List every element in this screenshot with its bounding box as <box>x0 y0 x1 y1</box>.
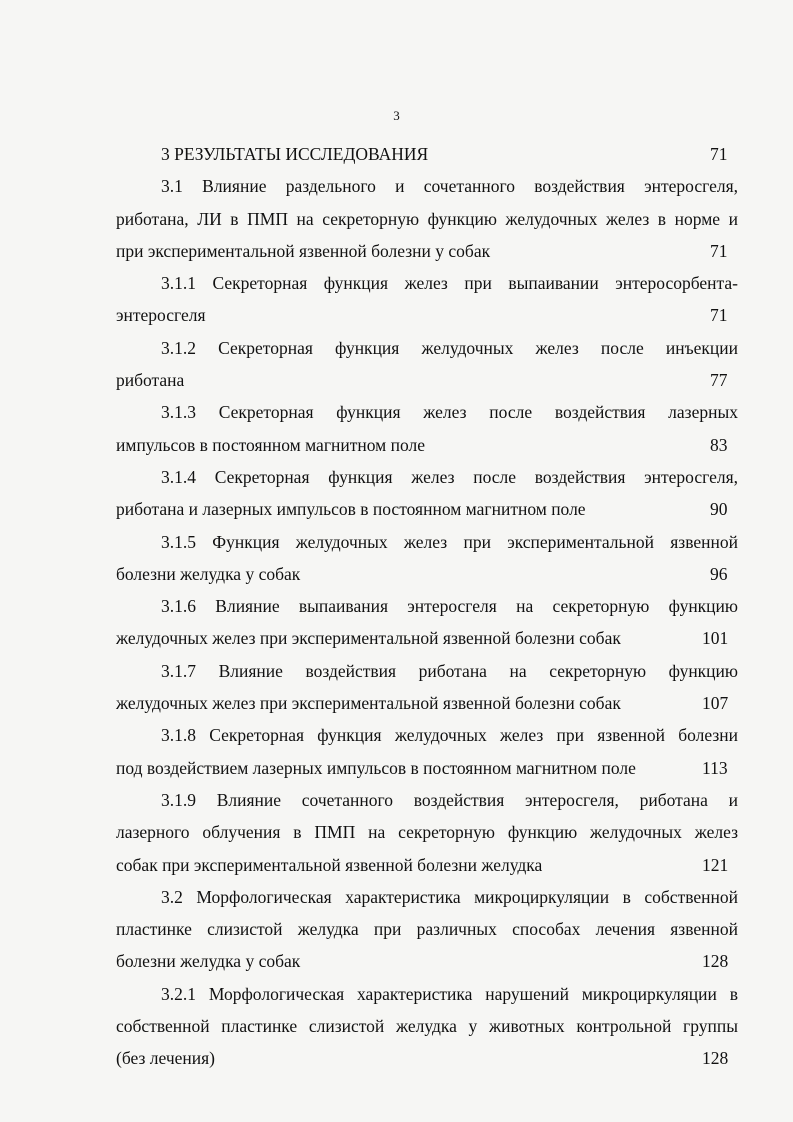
toc-entry-text: 3.1.1 Секреторная функция желез при выпаивании энтеросорбента- <box>161 273 738 294</box>
toc-line <box>116 299 738 331</box>
toc-line <box>116 461 738 493</box>
toc-line <box>116 267 738 299</box>
toc-line <box>116 719 738 751</box>
toc-entry-text: 3.1.3 Секреторная функция желез после воздействия лазерных <box>161 402 738 423</box>
toc-page-number: 101 <box>702 628 729 649</box>
page-number: 3 <box>393 108 400 123</box>
toc-line <box>116 1042 738 1074</box>
toc-entry-text: собственной пластинке слизистой желудка у животных контрольной группы <box>116 1016 738 1037</box>
toc-entry-text: собак при экспериментальной язвенной болезни желудка <box>116 854 543 875</box>
toc-line <box>116 558 738 590</box>
toc-entry-text: пластинке слизистой желудка при различных способах лечения язвенной <box>116 919 738 940</box>
toc-line <box>116 138 738 170</box>
toc-entry-text: болезни желудка у собак <box>116 563 301 584</box>
toc-entry-text: при экспериментальной язвенной болезни у собак <box>116 240 491 261</box>
toc-line <box>116 332 738 364</box>
toc-entry-text: 3.1.4 Секреторная функция желез после воздействия энтеросгеля, <box>161 466 738 487</box>
toc-page-number: 83 <box>710 434 728 455</box>
toc-entry-text: желудочных желез при экспериментальной язвенной болезни собак <box>116 628 621 649</box>
toc-page-number: 71 <box>710 144 728 164</box>
toc-line <box>116 913 738 945</box>
toc-line <box>116 203 738 235</box>
toc-line <box>116 945 738 977</box>
toc-line <box>116 655 738 687</box>
toc-entry-text: 3.1.5 Функция желудочных желез при экспериментальной язвенной <box>161 531 738 552</box>
toc-page-number: 113 <box>702 757 728 778</box>
table-of-contents <box>116 138 738 1075</box>
toc-entry-text: риботана и лазерных импульсов в постоянном магнитном поле <box>116 499 586 520</box>
toc-entry-text: 3.2 Морфологическая характеристика микроциркуляции в собственной <box>161 886 738 907</box>
toc-line <box>116 784 738 816</box>
toc-line <box>116 687 738 719</box>
toc-page-number: 128 <box>702 951 729 972</box>
toc-entry-text: под воздействием лазерных импульсов в постоянном магнитном поле <box>116 757 636 778</box>
toc-entry-text: 3.1.2 Секреторная функция желудочных желез после инъекции <box>161 337 738 358</box>
toc-entry-text: лазерного облучения в ПМП на секреторную функцию желудочных желез <box>116 822 738 843</box>
toc-line <box>116 978 738 1010</box>
toc-entry-text: желудочных желез при экспериментальной язвенной болезни собак <box>116 693 621 714</box>
toc-page-number: 77 <box>710 370 728 391</box>
toc-page-number: 107 <box>702 693 729 714</box>
toc-entry-text: 3.1.8 Секреторная функция желудочных желез при язвенной болезни <box>161 725 738 746</box>
toc-line <box>116 1010 738 1042</box>
toc-line <box>116 752 738 784</box>
toc-entry-text: импульсов в постоянном магнитном поле <box>116 434 425 455</box>
toc-page-number: 71 <box>710 240 728 261</box>
toc-entry-text: 3 РЕЗУЛЬТАТЫ ИССЛЕДОВАНИЯ <box>161 144 429 164</box>
toc-page-number: 128 <box>702 1048 729 1069</box>
toc-entry-text: энтеросгеля <box>116 305 206 326</box>
toc-page-number: 121 <box>702 854 729 875</box>
toc-line <box>116 881 738 913</box>
toc-entry-text: 3.1.6 Влияние выпаивания энтеросгеля на секреторную функцию <box>161 596 738 617</box>
toc-line <box>116 849 738 881</box>
toc-line <box>116 622 738 654</box>
toc-page-number: 90 <box>710 499 728 520</box>
toc-entry-text: 3.1 Влияние раздельного и сочетанного воздействия энтеросгеля, <box>161 176 738 197</box>
toc-line <box>116 235 738 267</box>
toc-entry-text: риботана <box>116 370 185 391</box>
toc-line <box>116 526 738 558</box>
toc-page-number: 71 <box>710 305 728 326</box>
toc-entry-text: 3.1.9 Влияние сочетанного воздействия энтеросгеля, риботана и <box>161 789 738 810</box>
toc-page-number: 96 <box>710 563 728 584</box>
toc-line <box>116 396 738 428</box>
toc-line <box>116 590 738 622</box>
toc-line <box>116 364 738 396</box>
toc-entry-text: 3.2.1 Морфологическая характеристика нарушений микроциркуляции в <box>161 983 738 1004</box>
toc-line <box>116 170 738 202</box>
toc-line <box>116 816 738 848</box>
toc-entry-text: (без лечения) <box>116 1048 216 1069</box>
toc-line <box>116 429 738 461</box>
toc-entry-text: 3.1.7 Влияние воздействия риботана на секреторную функцию <box>161 660 738 681</box>
toc-entry-text: риботана, ЛИ в ПМП на секреторную функцию желудочных желез в норме и <box>116 208 738 229</box>
toc-entry-text: болезни желудка у собак <box>116 951 301 972</box>
toc-line <box>116 493 738 525</box>
